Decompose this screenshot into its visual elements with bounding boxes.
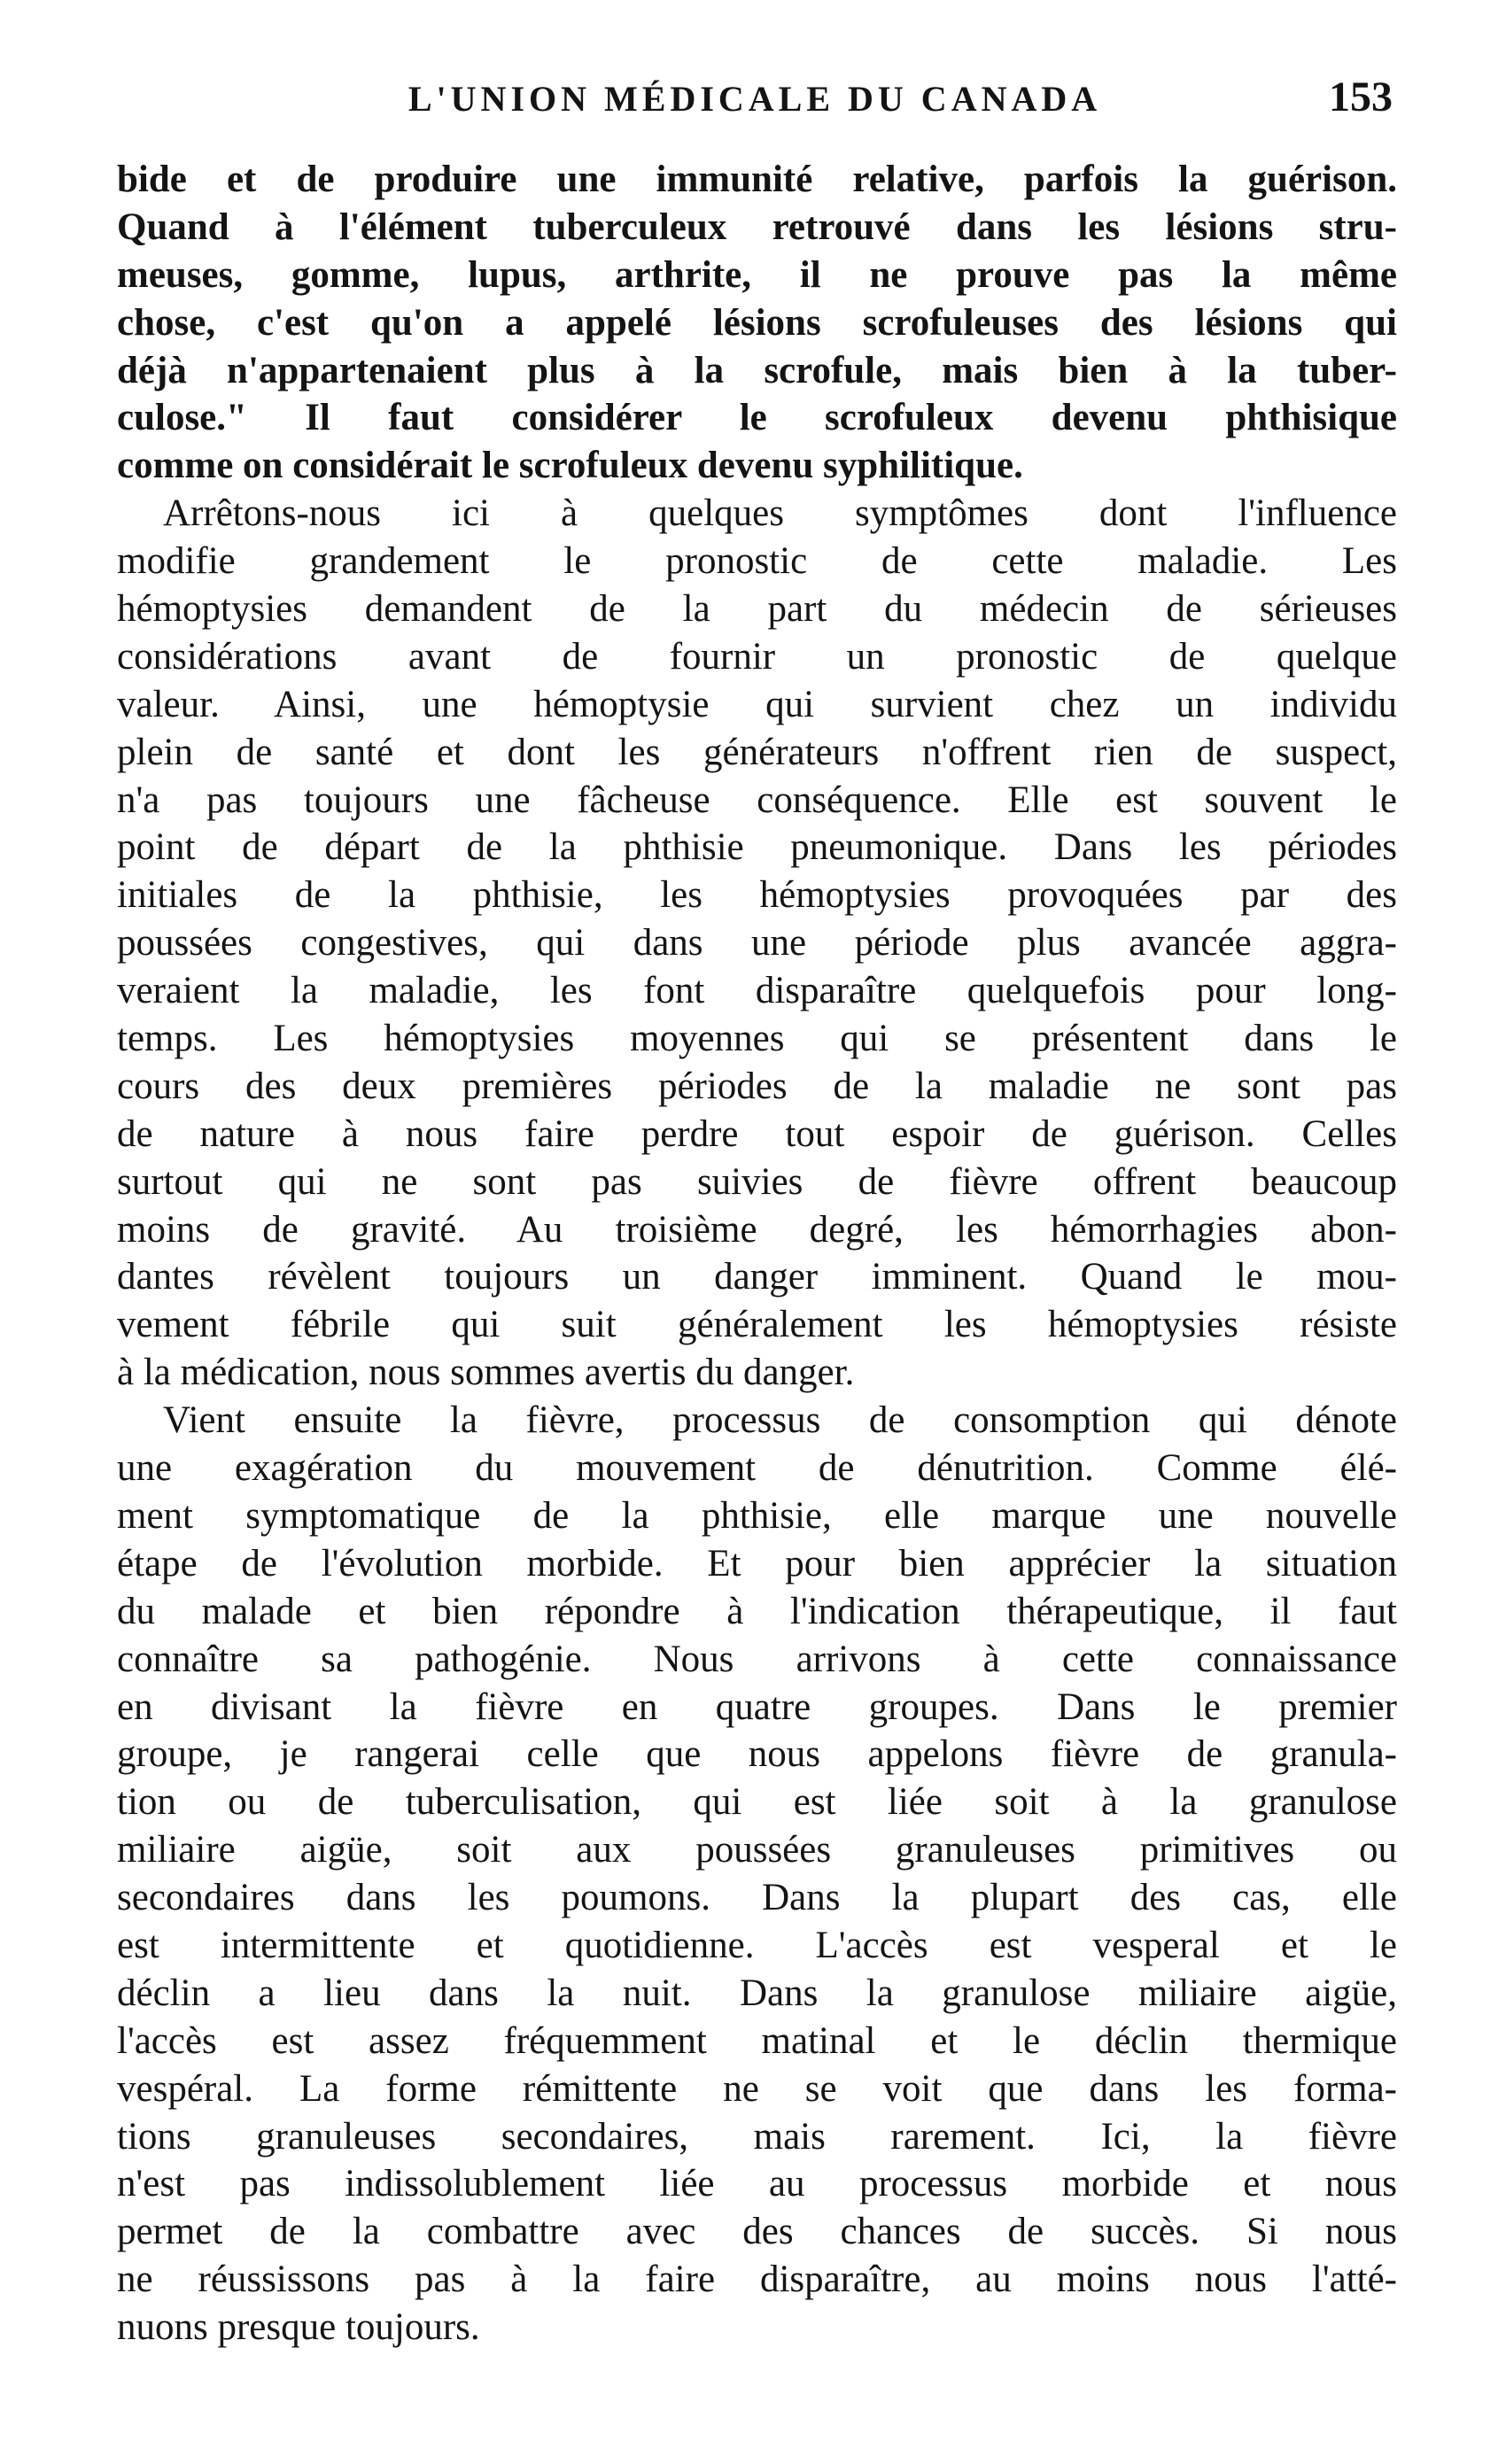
text-line: considérations avant de fournir un pronostic de quelque [117, 635, 1397, 678]
text-line: hémoptysies demandent de la part du médecin de sérieuses [117, 588, 1397, 631]
text-line: temps. Les hémoptysies moyennes qui se présentent dans le [117, 1018, 1397, 1060]
text-line: veraient la maladie, les font disparaître quelquefois pour long- [117, 970, 1397, 1012]
text-line: chose, c'est qu'on a appelé lésions scrofuleuses des lésions qui [117, 301, 1397, 344]
text-line: tions granuleuses secondaires, mais rarement. Ici, la fièvre [117, 2115, 1397, 2158]
journal-title: L'UNION MÉDICALE DU CANADA [408, 79, 1102, 119]
text-line: permet de la combattre avec des chances de succès. Si nous [117, 2211, 1397, 2253]
page-number: 153 [1329, 74, 1393, 120]
text-line: bide et de produire une immunité relative, parfois la guérison. [117, 159, 1397, 200]
text-line: connaître sa pathogénie. Nous arrivons à cette connaissance [117, 1638, 1397, 1680]
text-line: culose." Il faut considérer le scrofuleux devenu phthisique [117, 397, 1397, 439]
text-line: une exagération du mouvement de dénutrition. Comme élé- [117, 1447, 1397, 1490]
text-line: modifie grandement le pronostic de cette maladie. Les [117, 540, 1397, 583]
text-line: nuons presque toujours. [117, 2306, 480, 2349]
running-header [117, 74, 1393, 131]
text-line: de nature à nous faire perdre tout espoir de guérison. Celles [117, 1112, 1397, 1155]
text-line: est intermittente et quotidienne. L'accès est vesperal et le [117, 1924, 1397, 1966]
text-line: dantes révèlent toujours un danger imminent. Quand le mou- [117, 1256, 1397, 1298]
text-line: secondaires dans les poumons. Dans la plupart des cas, elle [117, 1877, 1397, 1919]
text-line: valeur. Ainsi, une hémoptysie qui survient chez un individu [117, 683, 1397, 725]
text-line: ment symptomatique de la phthisie, elle marque une nouvelle [117, 1494, 1397, 1537]
text-line: déclin a lieu dans la nuit. Dans la granulose miliaire aigüe, [117, 1972, 1397, 2014]
text-line: déjà n'appartenaient plus à la scrofule, mais bien à la tuber- [117, 349, 1397, 391]
text-line: groupe, je rangerai celle que nous appelons fièvre de granula- [117, 1733, 1397, 1776]
text-line: vespéral. La forme rémittente ne se voit que dans les forma- [117, 2067, 1397, 2110]
text-line: Quand à l'élément tuberculeux retrouvé dans les lésions stru- [117, 205, 1397, 248]
text-line: Arrêtons-nous ici à quelques symptômes dont l'influence [163, 492, 1397, 535]
text-line: Vient ensuite la fièvre, processus de consomption qui dénote [163, 1399, 1397, 1442]
text-line: poussées congestives, qui dans une période plus avancée aggra- [117, 922, 1397, 965]
text-line: n'est pas indissolublement liée au processus morbide et nous [117, 2163, 1397, 2205]
text-line: point de départ de la phthisie pneumonique. Dans les périodes [117, 826, 1397, 869]
text-line: étape de l'évolution morbide. Et pour bien apprécier la situation [117, 1542, 1397, 1585]
text-line: à la médication, nous sommes avertis du danger. [117, 1352, 855, 1394]
text-line: surtout qui ne sont pas suivies de fièvre offrent beaucoup [117, 1160, 1397, 1203]
text-line: miliaire aigüe, soit aux poussées granuleuses primitives ou [117, 1829, 1397, 1871]
text-line: comme on considérait le scrofuleux devenu syphilitique. [117, 445, 1023, 487]
body-text [117, 156, 1397, 2352]
text-line: moins de gravité. Au troisième degré, les hémorrhagies abon- [117, 1208, 1397, 1251]
text-line: initiales de la phthisie, les hémoptysies provoquées par des [117, 874, 1397, 917]
text-line: en divisant la fièvre en quatre groupes. Dans le premier [117, 1685, 1397, 1728]
text-line: tion ou de tuberculisation, qui est liée soit à la granulose [117, 1781, 1397, 1824]
text-line: cours des deux premières périodes de la maladie ne sont pas [117, 1065, 1397, 1107]
text-line: vement fébrile qui suit généralement les hémoptysies résiste [117, 1304, 1397, 1346]
text-line: ne réussissons pas à la faire disparaître, au moins nous l'atté- [117, 2259, 1397, 2301]
text-line: du malade et bien répondre à l'indication thérapeutique, il faut [117, 1590, 1397, 1632]
text-line: l'accès est assez fréquemment matinal et le déclin thermique [117, 2019, 1397, 2062]
text-line: meuses, gomme, lupus, arthrite, il ne prouve pas la même [117, 253, 1397, 296]
text-line: n'a pas toujours une fâcheuse conséquence. Elle est souvent le [117, 779, 1397, 821]
text-line: plein de santé et dont les générateurs n'offrent rien de suspect, [117, 731, 1397, 773]
